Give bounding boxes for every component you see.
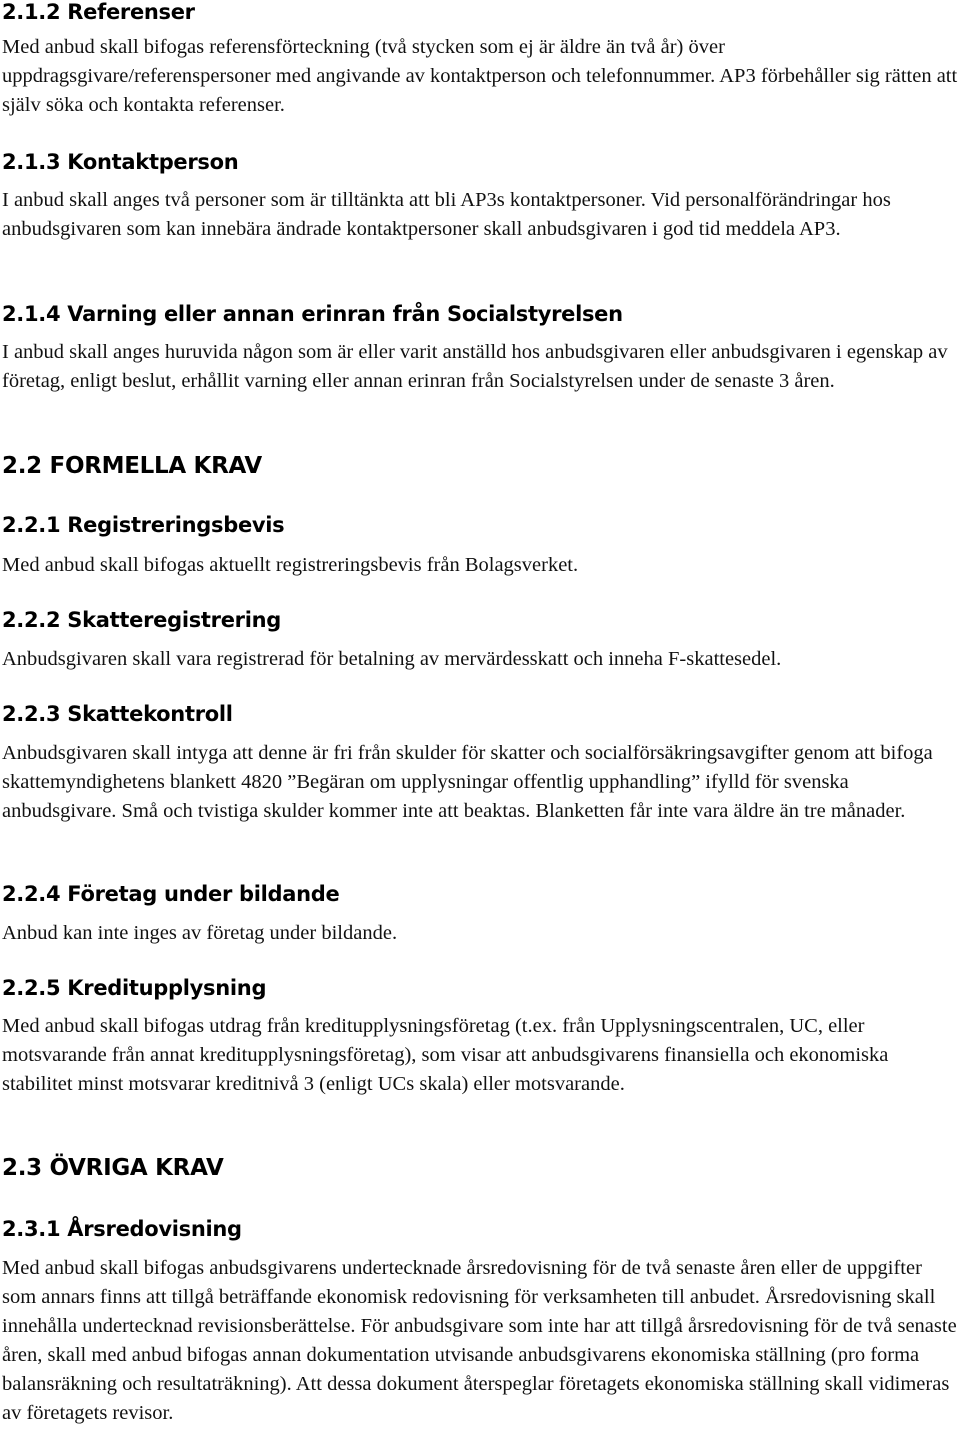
paragraph-2-3-1: Med anbud skall bifogas anbudsgivarens undertecknade årsredovisning för de två senaste åren eller de uppgifter som annars finns att tillgå beträffande ekonomisk redovisning för verksamheten till anbudet. Årsredovisning skall innehålla undertecknad revisionsberättelse. För anbudsgivare som inte har att tillgå årsredovisning för de två senaste åren, skall med anbud bifogas annan dokumentation utvisande anbudsgivarens ekonomiska ställning (pro forma balansräkning och resultaträkning). Att dessa dokument återspeglar företagets ekonomiska ställning skall vidimeras av företagets revisor. [2, 1257, 957, 1424]
heading-2-3: 2.3 ÖVRIGA KRAV [2, 1155, 224, 1181]
paragraph-2-2-4: Anbud kan inte inges av företag under bildande. [2, 922, 398, 944]
heading-2-2-5: 2.2.5 Kreditupplysning [2, 976, 267, 1000]
heading-2-2: 2.2 FORMELLA KRAV [2, 453, 262, 479]
heading-2-2-3: 2.2.3 Skattekontroll [2, 702, 233, 726]
paragraph-2-2-2: Anbudsgivaren skall vara registrerad för betalning av mervärdesskatt och inneha F-skattesedel. [2, 648, 782, 670]
heading-2-1-3: 2.1.3 Kontaktperson [2, 150, 239, 174]
heading-2-1-4: 2.1.4 Varning eller annan erinran från Socialstyrelsen [2, 302, 623, 326]
heading-2-3-1: 2.3.1 Årsredovisning [2, 1217, 242, 1241]
paragraph-2-1-2: Med anbud skall bifogas referensförteckning (två stycken som ej är äldre än två år) över uppdragsgivare/referenspersoner med angivande av kontaktperson och telefonnummer. AP3 förbehåller sig rätten att själv söka och kontakta referenser. [2, 36, 958, 116]
paragraph-2-2-3: Anbudsgivaren skall intyga att denne är fri från skulder för skatter och socialförsäkringsavgifter genom att bifoga skattemyndighetens blankett 4820 ”Begäran om upplysningar offentlig upphandling” ifylld för svenska anbudsgivare. Små och tvistiga skulder kommer inte att beaktas. Blanketten får inte vara äldre än tre månader. [2, 742, 933, 822]
heading-2-2-4: 2.2.4 Företag under bildande [2, 882, 340, 906]
paragraph-2-1-4: I anbud skall anges huruvida någon som är eller varit anställd hos anbudsgivaren eller anbudsgivaren i egenskap av företag, enligt beslut, erhållit varning eller annan erinran från Socialstyrelsen under de senaste 3 åren. [2, 341, 948, 392]
heading-2-2-1: 2.2.1 Registreringsbevis [2, 513, 285, 537]
paragraph-2-2-5: Med anbud skall bifogas utdrag från kreditupplysningsföretag (t.ex. från Upplysningscentralen, UC, eller motsvarande från annat kreditupplysningsföretag), som visar att anbudsgivarens finansiella och ekonomiska stabilitet minst motsvarar kreditnivå 3 (enligt UCs skala) eller motsvarande. [2, 1015, 889, 1095]
heading-2-1-2: 2.1.2 Referenser [2, 0, 195, 24]
paragraph-2-2-1: Med anbud skall bifogas aktuellt registreringsbevis från Bolagsverket. [2, 554, 579, 576]
paragraph-2-1-3: I anbud skall anges två personer som är tilltänkta att bli AP3s kontaktpersoner. Vid personalförändringar hos anbudsgivaren som kan innebära ändrade kontaktpersoner skall anbudsgivaren i god tid meddela AP3. [2, 189, 891, 240]
heading-2-2-2: 2.2.2 Skatteregistrering [2, 608, 281, 632]
